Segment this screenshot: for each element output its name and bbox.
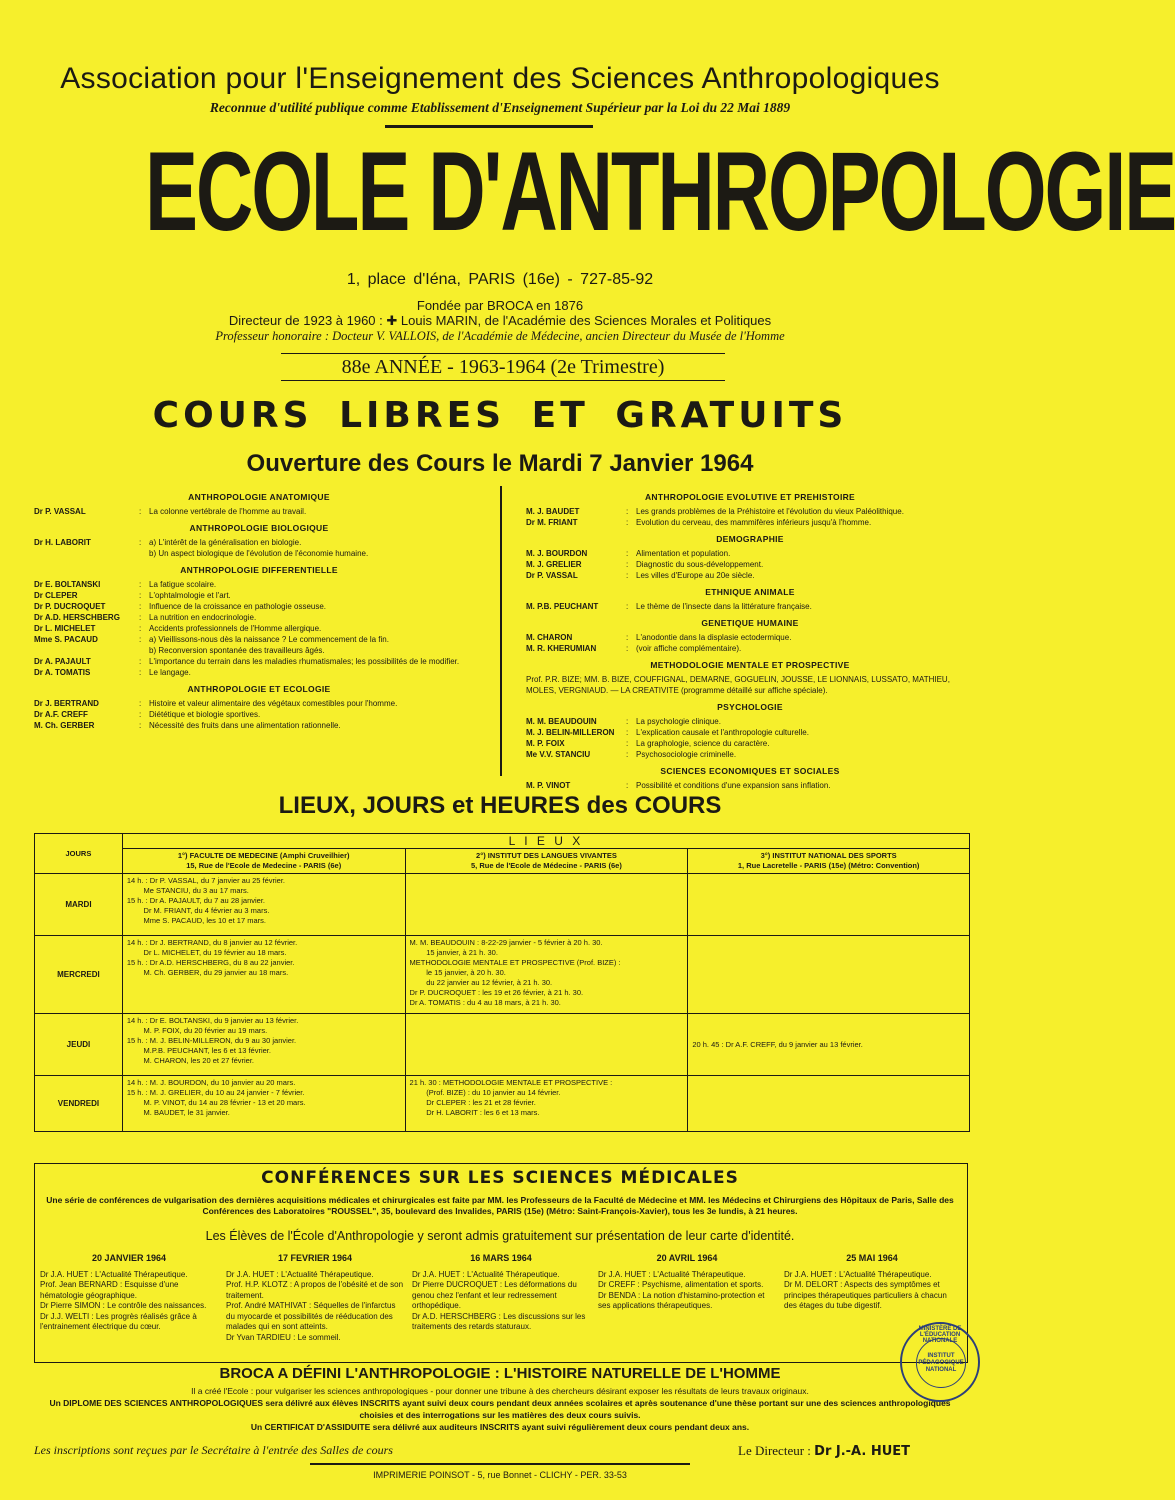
conference-item: Dr J.A. HUET : L'Actualité Thérapeutique. <box>412 1269 560 1279</box>
schedule-cell <box>405 874 688 936</box>
course-title: b) Un aspect biologique de l'évolution de l'économie humaine. <box>149 549 369 558</box>
page-title: ECOLE D'ANTHROPOLOGIE <box>145 129 1175 254</box>
professeur-line: Professeur honoraire : Docteur V. VALLOIS, de l'Académie de Médecine, ancien Directeur du Musée de l'Homme <box>215 329 785 343</box>
conference-item: Dr J.A. HUET : L'Actualité Thérapeutique. <box>226 1269 374 1279</box>
course-entry <box>34 612 484 623</box>
lecturer-name: Dr A.D. HERSCHBERG <box>34 613 120 622</box>
course-title: L'anodontie dans la displasie ectodermique. <box>636 633 792 642</box>
conference-date-column <box>412 1253 590 1333</box>
course-title: L'explication causale et l'anthropologie culturelle. <box>636 728 809 737</box>
section-title: DEMOGRAPHIE <box>716 534 784 544</box>
lecturer-name: Me V.V. STANCIU <box>526 750 591 759</box>
place-address: 5, Rue de l'Ecole de Médecine - PARIS (6e) <box>471 861 622 870</box>
course-title: La nutrition en endocrinologie. <box>149 613 257 622</box>
lecturer-name: Dr P. VASSAL <box>526 571 578 580</box>
lecturer-name: M. P.B. PEUCHANT <box>526 602 599 611</box>
course-title: a) Vieillissons-nous dès la naissance ? Le commencement de la fin. <box>149 635 389 644</box>
schedule-cell <box>688 874 970 936</box>
section-title: SCIENCES ECONOMIQUES ET SOCIALES <box>660 766 840 776</box>
course-entry <box>34 601 484 612</box>
stamp-inner-text: INSTITUT PÉDAGOGIQUE NATIONAL <box>916 1338 966 1388</box>
place-header <box>405 849 688 874</box>
lecturer-name: M. J. BOURDON <box>526 549 588 558</box>
schedule-cell: M. M. BEAUDOUIN : 8-22-29 janvier - 5 février à 20 h. 30. 15 janvier, à 21 h. 30. METHODOLOGIE MENTALE ET PROSPECTIVE (Prof. BIZE) : le 15 janvier, à 20 h. 30. du 22 janvier au 12 février, à 21 h. 30. Dr P. DUCROQUET : les 19 et 26 février, à 21 h. 30. Dr A. TOMATIS : du 4 au 18 mars, à 21 h. 30. <box>405 936 688 1014</box>
course-entry <box>526 601 974 612</box>
colon-separator: : <box>139 624 142 633</box>
imprimerie-line: IMPRIMERIE POINSOT - 5, rue Bonnet - CLICHY - PER. 33-53 <box>373 1470 627 1480</box>
conference-item: Dr J.A. HUET : L'Actualité Thérapeutique. <box>784 1269 932 1279</box>
course-title: L'importance du terrain dans les maladies rhumatismales; les possibilités de le modifier. <box>149 657 460 666</box>
eleves-line: Les Élèves de l'École d'Anthropologie y seront admis gratuitement sur présentation de leur carte d'identité. <box>205 1229 795 1243</box>
lecturer-name: Dr A. TOMATIS <box>34 668 91 677</box>
colon-separator: : <box>139 668 142 677</box>
conference-item: Dr Yvan TARDIEU : Le sommeil. <box>226 1332 341 1342</box>
course-entry <box>34 709 484 720</box>
directeur-line: Directeur de 1923 à 1960 : ✚ Louis MARIN, de l'Académie des Sciences Morales et Politiques <box>228 313 772 328</box>
schedule-title: LIEUX, JOURS et HEURES des COURS <box>278 792 722 819</box>
colon-separator: : <box>139 507 142 516</box>
left-course-column <box>34 486 484 731</box>
colon-separator: : <box>626 728 629 737</box>
course-title: a) L'intérêt de la généralisation en biologie. <box>149 538 302 547</box>
course-title: La graphologie, science du caractère. <box>636 739 770 748</box>
divider <box>310 1463 690 1465</box>
colon-separator: : <box>626 571 629 580</box>
course-entry <box>34 698 484 709</box>
broca-line: Un DIPLOME DES SCIENCES ANTHROPOLOGIQUES sera délivré aux élèves INSCRITS ayant suivi deux cours pendant deux années scolaires et après soutenance d'une thèse portant sur une des sciences anthropologiques choisies et des interrogations sur les matières des deux cours suivis. <box>49 1398 951 1420</box>
section-title: ANTHROPOLOGIE DIFFERENTIELLE <box>180 565 338 575</box>
schedule-cell: 14 h. : Dr J. BERTRAND, du 8 janvier au 12 février. Dr L. MICHELET, du 19 février au 18 mars. 15 h. : Dr A.D. HERSCHBERG, du 8 au 22 janvier. M. Ch. GERBER, du 29 janvier au 18 mars. <box>122 936 405 1014</box>
course-title: Les grands problèmes de la Préhistoire et l'évolution du vieux Paléolithique. <box>636 507 904 516</box>
lecturer-name: Dr P. DUCROQUET <box>34 602 106 611</box>
conference-date-column <box>226 1253 404 1343</box>
course-entry <box>526 716 974 727</box>
signature-line <box>738 1443 910 1459</box>
course-title: Influence de la croissance en pathologie osseuse. <box>149 602 327 611</box>
conference-item: Dr BENDA : La notion d'histamino-protection et ses applications thérapeutiques. <box>598 1290 765 1310</box>
broca-line: Un CERTIFICAT D'ASSIDUITE sera délivré aux auditeurs INSCRITS ayant suivi régulièrement deux cours pendant deux ans. <box>250 1422 750 1432</box>
schedule-cell: 14 h. : Dr E. BOLTANSKI, du 9 janvier au 13 février. M. P. FOIX, du 20 février au 19 mars. 15 h. : M. J. BELIN-MILLERON, du 9 au 30 janvier. M.P.B. PEUCHANT, les 6 et 13 février. M. CHARON, les 20 et 27 février. <box>122 1014 405 1076</box>
lecturer-name: Dr A.F. CREFF <box>34 710 88 719</box>
course-title: Le thème de l'insecte dans la littérature française. <box>636 602 812 611</box>
course-title: Diagnostic du sous-développement. <box>636 560 764 569</box>
conference-date: 20 AVRIL 1964 <box>656 1253 718 1263</box>
course-title: L'ophtalmologie et l'art. <box>149 591 231 600</box>
schedule-cell: 14 h. : M. J. BOURDON, du 10 janvier au 20 mars. 15 h. : M. J. GRELIER, du 10 au 24 janvier - 7 février. M. P. VINOT, du 14 au 28 février - 13 et 20 mars. M. BAUDET, le 31 janvier. <box>122 1076 405 1132</box>
conference-date: 25 MAI 1964 <box>846 1253 898 1263</box>
right-course-column <box>526 486 974 791</box>
lecturer-name: M. Ch. GERBER <box>34 721 95 730</box>
schedule-cell: 21 h. 30 : METHODOLOGIE MENTALE ET PROSPECTIVE : (Prof. BIZE) : du 10 janvier au 14 février. Dr CLEPER : les 21 et 28 février. Dr H. LABORIT : les 6 et 13 mars. <box>405 1076 688 1132</box>
schedule-cell: 20 h. 45 : Dr A.F. CREFF, du 9 janvier au 13 février. <box>688 1014 970 1076</box>
course-title: Le langage. <box>149 668 191 677</box>
day-cell: MARDI <box>35 874 123 936</box>
colon-separator: : <box>139 710 142 719</box>
colon-separator: : <box>139 657 142 666</box>
course-entry <box>526 548 974 559</box>
course-entry <box>34 645 484 656</box>
colon-separator: : <box>139 699 142 708</box>
conference-item: Prof. H.P. KLOTZ : A propos de l'obésité et de son traitement. <box>226 1280 404 1300</box>
schedule-cell: 14 h. : Dr P. VASSAL, du 7 janvier au 25 février. Me STANCIU, du 3 au 17 mars. 15 h. : Dr A. PAJAULT, du 7 au 28 janvier. Dr M. FRIANT, du 4 février au 3 mars. Mme S. PACAUD, les 10 et 17 mars. <box>122 874 405 936</box>
course-title: La colonne vertébrale de l'homme au travail. <box>149 507 307 516</box>
conference-date: 17 FEVRIER 1964 <box>277 1253 353 1263</box>
course-title: Les villes d'Europe au 20e siècle. <box>636 571 755 580</box>
place-header <box>122 849 405 874</box>
conference-item: Prof. André MATHIVAT : Séquelles de l'infarctus du myocarde et possibilités de rééducation des malades qui en sont atteints. <box>226 1301 396 1331</box>
course-title: Diététique et biologie sportives. <box>149 710 261 719</box>
lecturer-name <box>34 548 149 559</box>
course-entry <box>34 548 484 559</box>
directeur-name: Dr J.-A. HUET <box>814 1444 911 1459</box>
lecturer-name: M. P. VINOT <box>526 781 571 790</box>
course-title: (voir affiche complémentaire). <box>636 644 742 653</box>
address-line: 1, place d'Iéna, PARIS (16e) - 727-85-92 <box>346 271 654 288</box>
colon-separator: : <box>626 781 629 790</box>
broca-text <box>40 1385 960 1433</box>
conference-item: Prof. Jean BERNARD : Esquisse d'une hématologie géographique. <box>40 1280 179 1300</box>
conference-item: Dr Pierre DUCROQUET : Les déformations du genou chez l'enfant et leur redressement orthopédique. <box>412 1280 577 1310</box>
colon-separator: : <box>626 644 629 653</box>
annee-banner: 88e ANNÉE - 1963-1964 (2e Trimestre) <box>281 353 725 381</box>
course-entry <box>34 579 484 590</box>
jours-header: JOURS <box>35 834 123 874</box>
course-entry <box>526 643 974 654</box>
day-cell: MERCREDI <box>35 936 123 1014</box>
schedule-cell <box>688 1076 970 1132</box>
course-entry <box>526 506 974 517</box>
course-entry <box>526 559 974 570</box>
place-address: 1, Rue Lacretelle - PARIS (15e) (Métro: Convention) <box>737 861 920 870</box>
course-title: La fatigue scolaire. <box>149 580 217 589</box>
colon-separator: : <box>626 750 629 759</box>
colon-separator: : <box>626 739 629 748</box>
course-entry <box>526 749 974 760</box>
conference-item: Dr J.A. HUET : L'Actualité Thérapeutique. <box>40 1269 188 1279</box>
colon-separator: : <box>626 717 629 726</box>
course-entry <box>526 632 974 643</box>
conference-date-column <box>40 1253 218 1333</box>
section-title: ANTHROPOLOGIE BIOLOGIQUE <box>189 523 329 533</box>
lecturer-name: Mme S. PACAUD <box>34 635 98 644</box>
course-title: Alimentation et population. <box>636 549 731 558</box>
lecturer-name: M. CHARON <box>526 633 573 642</box>
place-name: 1°) FACULTE DE MEDECINE (Amphi Cruveilhier) <box>177 851 350 860</box>
section-title: METHODOLOGIE MENTALE ET PROSPECTIVE <box>650 660 850 670</box>
course-title: b) Reconversion spontanée des travailleurs âgés. <box>149 646 325 655</box>
course-title: Histoire et valeur alimentaire des végétaux comestibles pour l'homme. <box>149 699 398 708</box>
conference-date-column <box>598 1253 776 1312</box>
colon-separator: : <box>626 633 629 642</box>
lecturer-name: M. R. KHERUMIAN <box>526 644 597 653</box>
stamp-seal <box>900 1322 980 1402</box>
colon-separator: : <box>626 602 629 611</box>
course-entry <box>34 634 484 645</box>
colon-separator: : <box>139 580 142 589</box>
conference-date: 20 JANVIER 1964 <box>91 1253 167 1263</box>
colon-separator: : <box>139 635 142 644</box>
lecturer-name: M. M. BEAUDOUIN <box>526 717 597 726</box>
course-title: Prof. P.R. BIZE; MM. B. BIZE, COUFFIGNAL, DEMARNE, GOGUELIN, JOUSSE, LE LIONNAIS, LUSSATO, MATHIEU, MOLES, VERGNIAUD. — LA CREATIVITE (programme détaillé sur affiche spéciale). <box>526 675 950 695</box>
conference-item: Dr CREFF : Psychisme, alimentation et sports. <box>598 1280 764 1289</box>
section-title: PSYCHOLOGIE <box>717 702 783 712</box>
lecturer-name: M. P. FOIX <box>526 739 565 748</box>
lecturer-name <box>34 645 149 656</box>
broca-title: BROCA A DÉFINI L'ANTHROPOLOGIE : L'HISTOIRE NATURELLE DE L'HOMME <box>219 1365 781 1382</box>
lecturer-name: M. J. GRELIER <box>526 560 582 569</box>
inscriptions-line: Les inscriptions sont reçues par le Secrétaire à l'entrée des Salles de cours <box>34 1443 393 1457</box>
schedule-cell <box>688 936 970 1014</box>
lecturer-name: Dr L. MICHELET <box>34 624 96 633</box>
table-row <box>35 1076 970 1132</box>
reconnue-line: Reconnue d'utilité publique comme Etablissement d'Enseignement Supérieur par la Loi du 22 Mai 1889 <box>209 100 791 115</box>
conference-item: Dr A.D. HERSCHBERG : Les discussions sur les traitements des retards staturaux. <box>412 1311 586 1331</box>
course-entry <box>34 667 484 678</box>
course-title: Evolution du cerveau, des mammifères inférieurs jusqu'à l'homme. <box>636 518 872 527</box>
course-title: Psychosociologie criminelle. <box>636 750 737 759</box>
section-title: ANTHROPOLOGIE EVOLUTIVE ET PREHISTOIRE <box>644 492 856 502</box>
course-entry <box>34 720 484 731</box>
directeur-label: Le Directeur : <box>738 1443 811 1458</box>
section-title: ANTHROPOLOGIE ANATOMIQUE <box>188 492 330 502</box>
course-entry <box>526 570 974 581</box>
colon-separator: : <box>139 602 142 611</box>
lecturer-name: Dr M. FRIANT <box>526 518 578 527</box>
lecturer-name: Dr P. VASSAL <box>34 507 86 516</box>
colon-separator: : <box>626 518 629 527</box>
lecturer-name: Dr CLEPER <box>34 591 78 600</box>
course-title: Nécessité des fruits dans une alimentation rationnelle. <box>149 721 341 730</box>
colon-separator: : <box>139 613 142 622</box>
conference-item: Dr Pierre SIMON : Le contrôle des naissances. <box>40 1301 207 1310</box>
schedule-table <box>34 833 970 1132</box>
course-title: Accidents professionnels de l'Homme allergique. <box>149 624 322 633</box>
stamp-ring-text: MINISTÈRE DE L'ÉDUCATION NATIONALE <box>918 1326 962 1344</box>
conference-item: Dr J.A. HUET : L'Actualité Thérapeutique. <box>598 1269 746 1279</box>
course-entry <box>34 537 484 548</box>
course-entry <box>526 738 974 749</box>
place-name: 2°) INSTITUT DES LANGUES VIVANTES <box>476 851 617 860</box>
course-entry <box>526 727 974 738</box>
ouverture-heading: Ouverture des Cours le Mardi 7 Janvier 1964 <box>246 450 754 477</box>
lecturer-name: Dr E. BOLTANSKI <box>34 580 101 589</box>
cours-libres-heading: COURS LIBRES ET GRATUITS <box>152 395 848 436</box>
conference-date-column <box>784 1253 960 1312</box>
place-header <box>688 849 970 874</box>
lieux-header: L I E U X <box>122 834 969 849</box>
conference-item: Dr M. DELORT : Aspects des symptômes et principes thérapeutiques particuliers à chacun des étages du tube digestif. <box>784 1280 947 1310</box>
column-divider <box>500 486 502 776</box>
colon-separator: : <box>626 560 629 569</box>
lecturer-name: M. J. BELIN-MILLERON <box>526 728 615 737</box>
day-cell: VENDREDI <box>35 1076 123 1132</box>
conference-date: 16 MARS 1964 <box>470 1253 532 1263</box>
course-entry <box>526 517 974 528</box>
association-title: Association pour l'Enseignement des Sciences Anthropologiques <box>60 62 940 95</box>
course-entry <box>34 590 484 601</box>
place-address: 15, Rue de l'Ecole de Medecine - PARIS (6e) <box>186 861 342 870</box>
fondee-line: Fondée par BROCA en 1876 <box>416 298 584 313</box>
lecturer-name: M. J. BAUDET <box>526 507 580 516</box>
colon-separator: : <box>139 538 142 547</box>
colon-separator: : <box>626 507 629 516</box>
course-title: Possibilité et conditions d'une expansion sans inflation. <box>636 781 831 790</box>
conference-item: Dr J.J. WELTI : Les progrès réalisés grâce à l'entrainement électrique du cœur. <box>40 1311 197 1331</box>
colon-separator: : <box>139 591 142 600</box>
course-entry <box>526 780 974 791</box>
lecturer-name: Dr A. PAJAULT <box>34 657 91 666</box>
course-entry <box>34 623 484 634</box>
section-title: ANTHROPOLOGIE ET ECOLOGIE <box>187 684 331 694</box>
section-title: ETHNIQUE ANIMALE <box>705 587 795 597</box>
table-row <box>35 874 970 936</box>
broca-line: Il a créé l'Ecole : pour vulgariser les sciences anthropologiques - pour donner une tribune à des chercheurs désirant exposer les résultats de leurs travaux originaux. <box>191 1386 809 1396</box>
colon-separator: : <box>626 549 629 558</box>
conferences-title: CONFÉRENCES SUR LES SCIENCES MÉDICALES <box>261 1168 739 1188</box>
table-row <box>35 1014 970 1076</box>
table-row <box>35 936 970 1014</box>
divider <box>385 125 593 128</box>
course-entry <box>34 656 484 667</box>
place-name: 3°) INSTITUT NATIONAL DES SPORTS <box>760 851 897 860</box>
schedule-cell <box>405 1014 688 1076</box>
lecturer-name: Dr H. LABORIT <box>34 538 91 547</box>
section-title: GENETIQUE HUMAINE <box>701 618 799 628</box>
lecturer-name: Dr J. BERTRAND <box>34 699 99 708</box>
course-entry <box>34 506 484 517</box>
conferences-text: Une série de conférences de vulgarisation des dernières acquisitions médicales et chirurgicales est faite par MM. les Professeurs de la Faculté de Médecine et MM. les Médecins et Chirurgiens des Hôpitaux de Paris, Salle des Conférences des Laboratoires "ROUSSEL", 35, boulevard des Invalides, PARIS (15e) (Métro: Saint-François-Xavier), tous les 3e lundis, à 21 heures. <box>46 1195 954 1216</box>
course-title: La psychologie clinique. <box>636 717 721 726</box>
day-cell: JEUDI <box>35 1014 123 1076</box>
colon-separator: : <box>139 721 142 730</box>
course-entry <box>526 674 974 696</box>
